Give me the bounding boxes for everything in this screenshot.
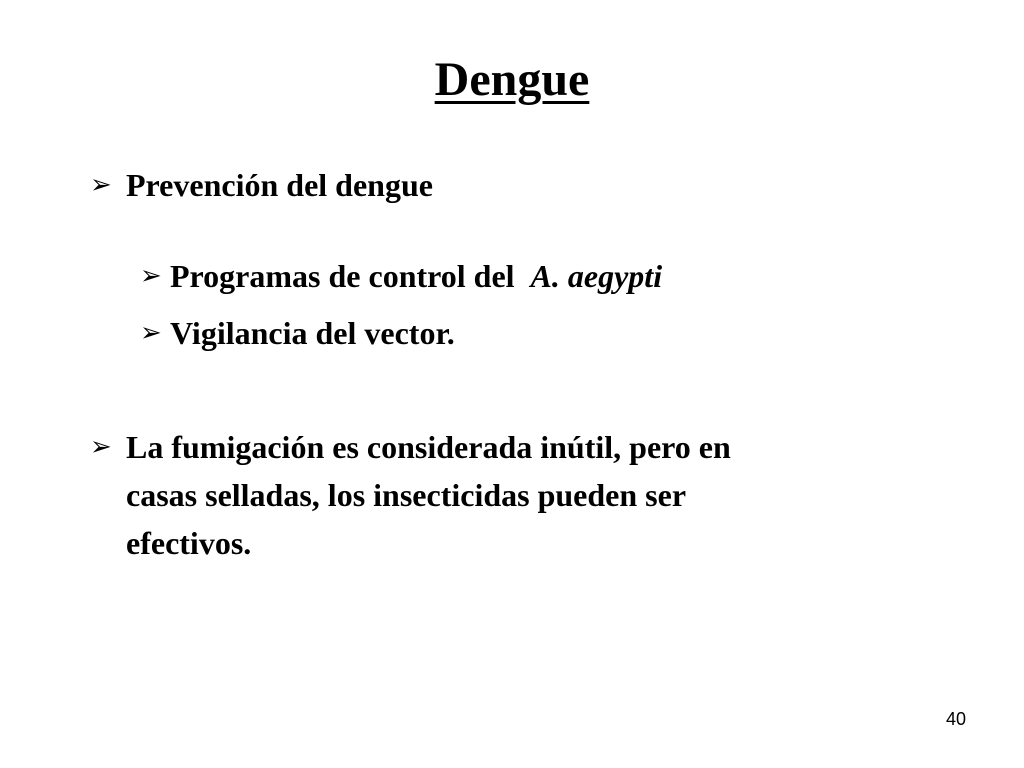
bullet-fumigacion-line-1: La fumigación es considerada inútil, pero en bbox=[126, 429, 731, 465]
sub-bullet-programas bbox=[140, 252, 662, 300]
bullet-prevencion-text: Prevención del dengue bbox=[126, 167, 433, 203]
slide-title: Dengue bbox=[434, 53, 590, 106]
page-number: 40 bbox=[945, 709, 966, 729]
arrow-bullet-icon: ➢ bbox=[140, 261, 162, 291]
sub-bullet-vigilancia bbox=[140, 309, 455, 357]
arrow-bullet-icon: ➢ bbox=[90, 432, 112, 462]
bullet-fumigacion-text bbox=[126, 423, 731, 567]
bullet-fumigacion-line-2: casas selladas, los insecticidas pueden ser bbox=[126, 477, 687, 513]
sub-bullet-vigilancia-text: Vigilancia del vector. bbox=[170, 315, 455, 351]
species-name: A. aegypti bbox=[530, 258, 663, 294]
bullet-fumigacion bbox=[90, 423, 731, 567]
arrow-bullet-icon: ➢ bbox=[90, 170, 112, 200]
sub-bullet-programas-main: Programas de control del bbox=[170, 258, 515, 294]
bullet-fumigacion-line-3: efectivos. bbox=[126, 525, 252, 561]
bullet-prevencion bbox=[90, 161, 433, 209]
arrow-bullet-icon: ➢ bbox=[140, 318, 162, 348]
sub-bullet-programas-text bbox=[170, 252, 662, 300]
